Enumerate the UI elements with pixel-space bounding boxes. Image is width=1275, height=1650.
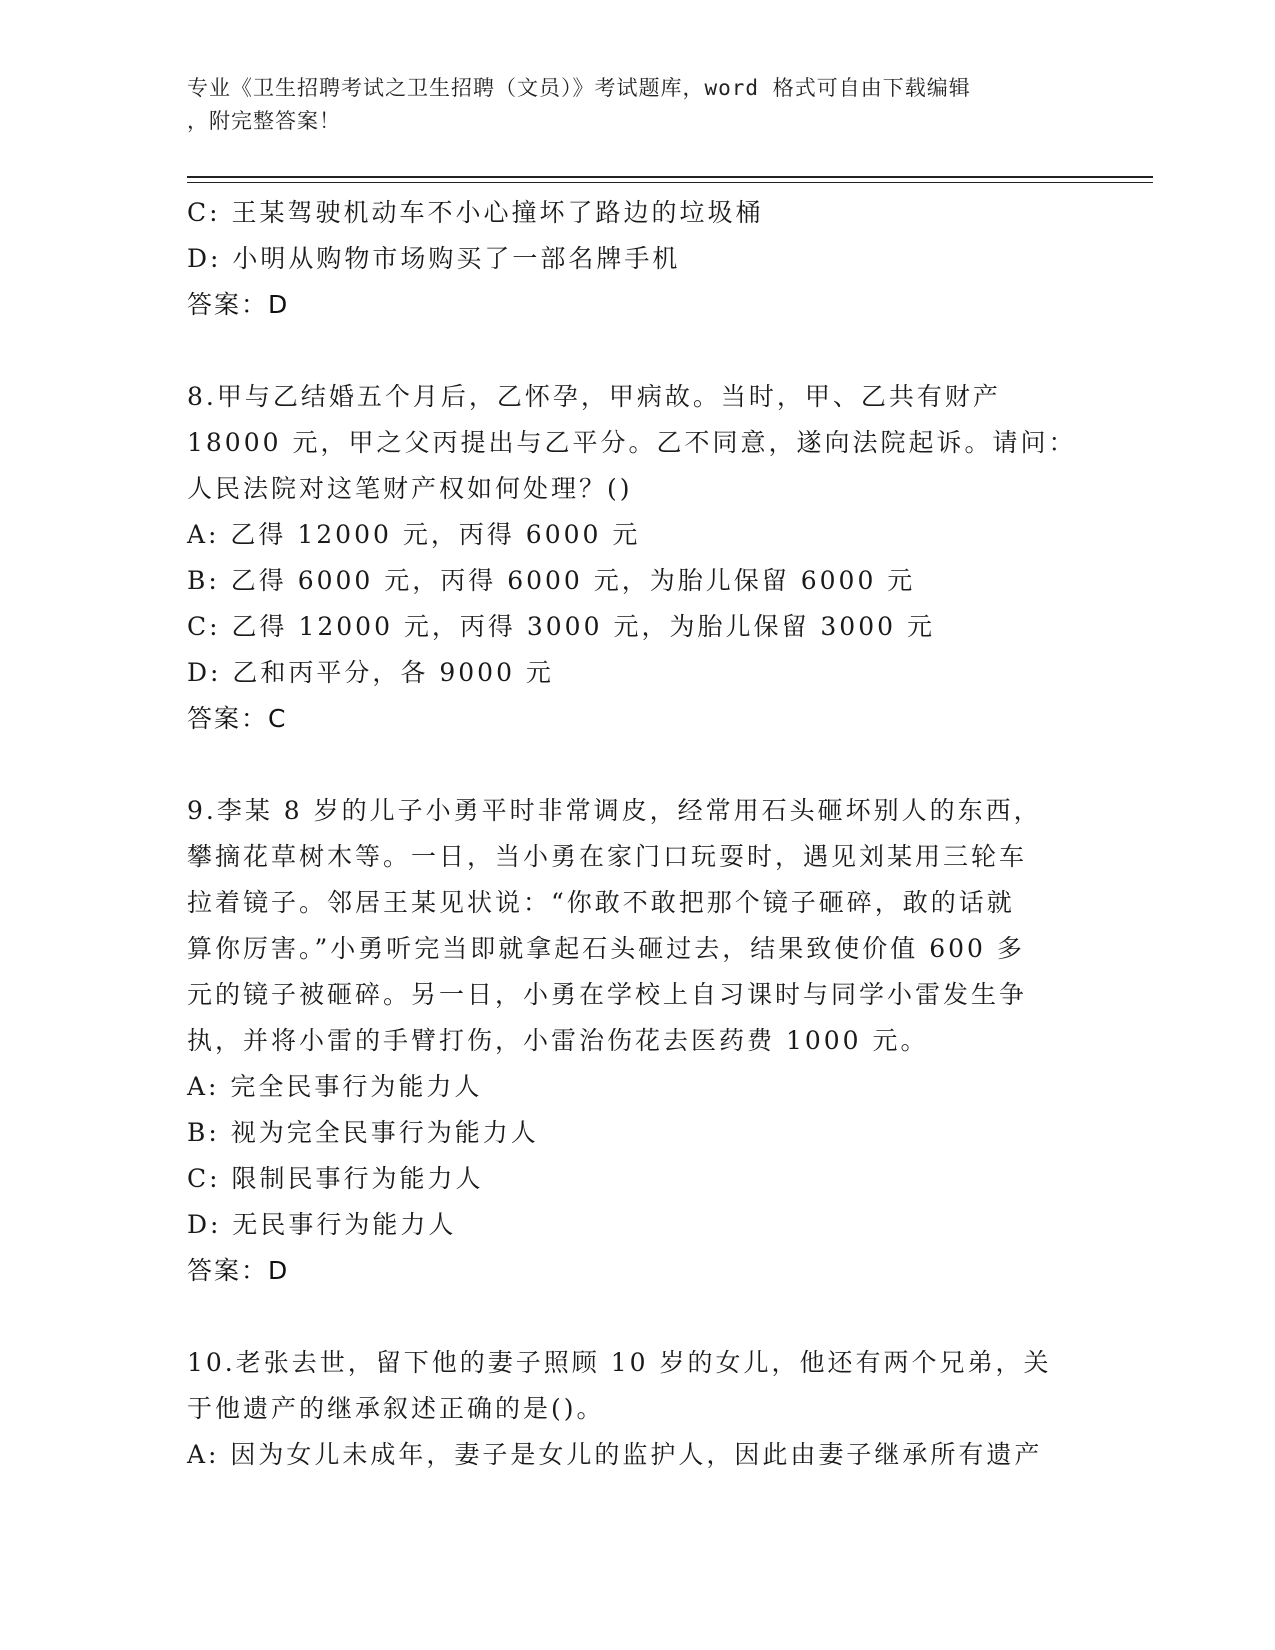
question-9-option-c: C: 限制民事行为能力人 — [187, 1164, 484, 1193]
question-9-stem-line-1: 9.李某 8 岁的儿子小勇平时非常调皮，经常用石头砸坏别人的东西， — [187, 796, 1042, 825]
question-8-answer: 答案：C — [187, 704, 288, 733]
question-9-stem-line-5: 元的镜子被砸碎。另一日，小勇在学校上自习课时与同学小雷发生争 — [187, 980, 1028, 1009]
question-8-stem-line-2: 18000 元，甲之父丙提出与乙平分。乙不同意，遂向法院起诉。请问： — [187, 428, 1077, 457]
question-8-stem-line-3: 人民法院对这笔财产权如何处理？() — [187, 474, 633, 503]
question-9-stem-line-6: 执，并将小雷的手臂打伤，小雷治伤花去医药费 1000 元。 — [187, 1026, 929, 1055]
spacer — [187, 328, 1087, 374]
question-9-stem-line-2: 攀摘花草树木等。一日，当小勇在家门口玩耍时，遇见刘某用三轮车 — [187, 842, 1028, 871]
document-body — [187, 190, 1087, 1478]
question-8-stem-line-1: 8.甲与乙结婚五个月后，乙怀孕，甲病故。当时，甲、乙共有财产 — [187, 382, 1001, 411]
question-10 — [187, 1340, 1087, 1478]
question-8-option-c: C: 乙得 12000 元，丙得 3000 元，为胎儿保留 3000 元 — [187, 612, 935, 641]
question-8 — [187, 374, 1087, 742]
question-8-option-d: D: 乙和丙平分，各 9000 元 — [187, 658, 554, 687]
spacer — [187, 1294, 1087, 1340]
question-10-stem-line-2: 于他遗产的继承叙述正确的是()。 — [187, 1394, 605, 1423]
header-rule-thin — [187, 182, 1153, 183]
question-7 — [187, 190, 1087, 328]
question-9-answer: 答案：D — [187, 1256, 290, 1285]
question-9 — [187, 788, 1087, 1294]
question-8-option-b: B: 乙得 6000 元，丙得 6000 元，为胎儿保留 6000 元 — [187, 566, 916, 595]
question-9-option-a: A: 完全民事行为能力人 — [187, 1072, 483, 1101]
question-9-stem-line-4: 算你厉害。”小勇听完当即就拿起石头砸过去，结果致使价值 600 多 — [187, 934, 1025, 963]
spacer — [187, 742, 1087, 788]
question-7-answer: 答案：D — [187, 290, 290, 319]
question-7-option-c: C: 王某驾驶机动车不小心撞坏了路边的垃圾桶 — [187, 198, 764, 227]
question-9-option-b: B: 视为完全民事行为能力人 — [187, 1118, 539, 1147]
question-8-option-a: A: 乙得 12000 元，丙得 6000 元 — [187, 520, 641, 549]
question-7-option-d: D: 小明从购物市场购买了一部名牌手机 — [187, 244, 681, 273]
header-line-1: 专业《卫生招聘考试之卫生招聘（文员）》考试题库，word 格式可自由下载编辑 — [187, 76, 971, 100]
document-header — [187, 72, 1067, 138]
header-rule-thick — [187, 176, 1153, 178]
question-10-option-a: A: 因为女儿未成年，妻子是女儿的监护人，因此由妻子继承所有遗产 — [187, 1440, 1043, 1469]
question-9-option-d: D: 无民事行为能力人 — [187, 1210, 457, 1239]
question-10-stem-line-1: 10.老张去世，留下他的妻子照顾 10 岁的女儿，他还有两个兄弟，关 — [187, 1348, 1052, 1377]
header-line-2: ，附完整答案！ — [187, 109, 341, 133]
question-9-stem-line-3: 拉着镜子。邻居王某见状说：“你敢不敢把那个镜子砸碎，敢的话就 — [187, 888, 1015, 917]
